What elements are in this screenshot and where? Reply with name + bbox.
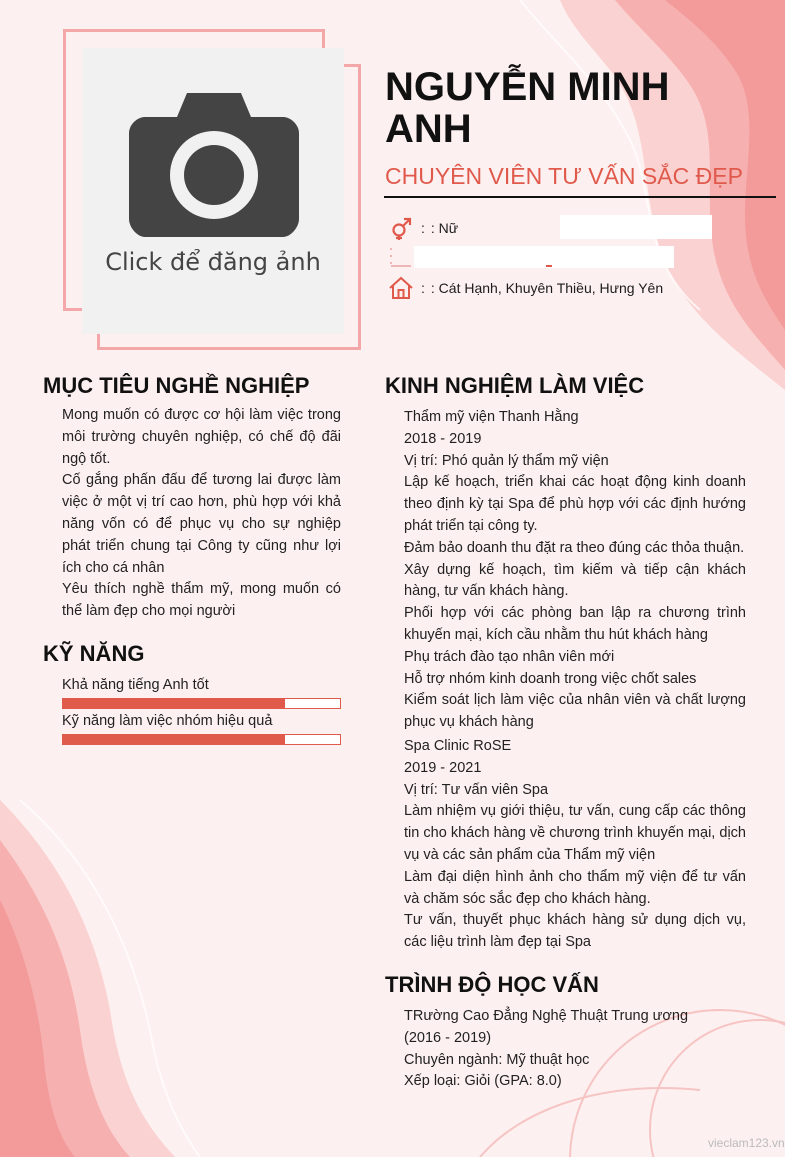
redacted-marker <box>546 265 552 267</box>
objective-paragraph: Yêu thích nghề thẩm mỹ, mong muốn có thể làm đẹp cho mọi người <box>62 581 341 620</box>
objective-body <box>62 405 341 623</box>
job-position: Vị trí: Tư vấn viên Spa <box>404 781 549 798</box>
job-duty: Xây dựng kế hoạch, tìm kiếm và tiếp cận khách hàng, tư vấn khách hàng. <box>404 561 746 600</box>
address-value: : Cát Hạnh, Khuyên Thiều, Hưng Yên <box>430 280 664 296</box>
job-duty: Kiểm soát lịch làm việc của nhân viên và chất lượng phục vụ khách hàng <box>404 692 746 731</box>
skill-label: Khả năng tiếng Anh tốt <box>62 677 209 693</box>
education-major: Chuyên ngành: Mỹ thuật học <box>404 1051 590 1068</box>
name-line-2: ANH <box>385 107 472 151</box>
objective-paragraph: Mong muốn có được cơ hội làm việc trong môi trường chuyên nghiệp, có chế độ đãi ngộ tốt. <box>62 407 341 467</box>
skill-bar-fill <box>63 699 285 708</box>
skill-bar <box>62 734 341 745</box>
watermark: vieclam123.vn <box>708 1136 785 1150</box>
job-duty: Đảm bảo doanh thu đặt ra theo đúng các thỏa thuận. <box>404 539 745 556</box>
job-company: Spa Clinic RoSE <box>404 738 512 754</box>
job-duty: Phụ trách đào tạo nhân viên mới <box>404 648 615 665</box>
skill-bar-fill <box>63 735 285 744</box>
job-position: Vị trí: Phó quản lý thẩm mỹ viện <box>404 452 609 469</box>
objective-title: MỤC TIÊU NGHỀ NGHIỆP <box>43 373 310 398</box>
education-grade: Xếp loại: Giỏi (GPA: 8.0) <box>404 1073 562 1090</box>
job-duty: Làm nhiệm vụ giới thiệu, tư vấn, cung cấp các thông tin cho khách hàng về chương trình khuyến mại, dịch vụ và các sản phẩm của Thẩm mỹ viện <box>404 803 746 863</box>
gender-value: : Nữ <box>430 220 459 236</box>
gender-separator: : <box>421 220 425 236</box>
education-period: (2016 - 2019) <box>404 1029 492 1046</box>
title-divider <box>384 196 776 198</box>
experience-title: KINH NGHIỆM LÀM VIỆC <box>385 373 645 398</box>
job-title: CHUYÊN VIÊN TƯ VẤN SẮC ĐẸP <box>385 163 743 189</box>
job-entry <box>404 736 746 954</box>
skills-title: KỸ NĂNG <box>43 641 145 666</box>
redacted-area <box>414 246 674 268</box>
skill-label: Kỹ năng làm việc nhóm hiệu quả <box>62 713 273 729</box>
education-entry <box>404 1006 746 1093</box>
home-icon <box>389 276 413 300</box>
job-entry <box>404 407 746 734</box>
job-period: 2018 - 2019 <box>404 430 482 447</box>
skill-bar <box>62 698 341 709</box>
job-duty: Phối hợp với các phòng ban lập ra chương trình khuyến mại, kích cầu nhằm thu hút khách hàng <box>404 605 746 643</box>
job-company: Thẩm mỹ viện Thanh Hằng <box>404 409 579 425</box>
camera-icon <box>129 91 299 237</box>
job-duty: Lập kế hoạch, triển khai các hoạt động kinh doanh theo định kỳ tại Spa để phù hợp với các định hướng phát triển tại công ty. <box>404 474 746 534</box>
full-name <box>385 66 765 150</box>
job-duty: Làm đại diện hình ảnh cho thẩm mỹ viện để tư vấn và chăm sóc sắc đẹp cho khách hàng. <box>404 868 746 907</box>
photo-upload[interactable] <box>82 48 344 334</box>
photo-caption: Click để đăng ảnh <box>105 248 321 276</box>
redacted-area <box>560 215 712 239</box>
education-title: TRÌNH ĐỘ HỌC VẤN <box>385 972 599 997</box>
gender-icon <box>389 216 413 240</box>
job-period: 2019 - 2021 <box>404 759 482 776</box>
objective-paragraph: Cố gắng phấn đấu để tương lai được làm việc ở một vị trí cao hơn, phù hợp với khả năng vốn có để phục vụ cho sự nghiệp phát triển chung tại Công ty cũng như lợi ích cho cá nhân <box>62 472 341 576</box>
contact-address <box>389 276 719 300</box>
name-line-1: NGUYỄN MINH <box>385 65 670 109</box>
address-separator: : <box>421 280 425 296</box>
job-duty: Tư vấn, thuyết phục khách hàng sử dụng dịch vụ, các liệu trình làm đẹp tại Spa <box>404 912 746 951</box>
phone-icon <box>389 246 411 268</box>
job-duty: Hỗ trợ nhóm kinh doanh trong việc chốt sales <box>404 670 697 687</box>
education-school: TRường Cao Đẳng Nghệ Thuật Trung ương <box>404 1008 689 1024</box>
